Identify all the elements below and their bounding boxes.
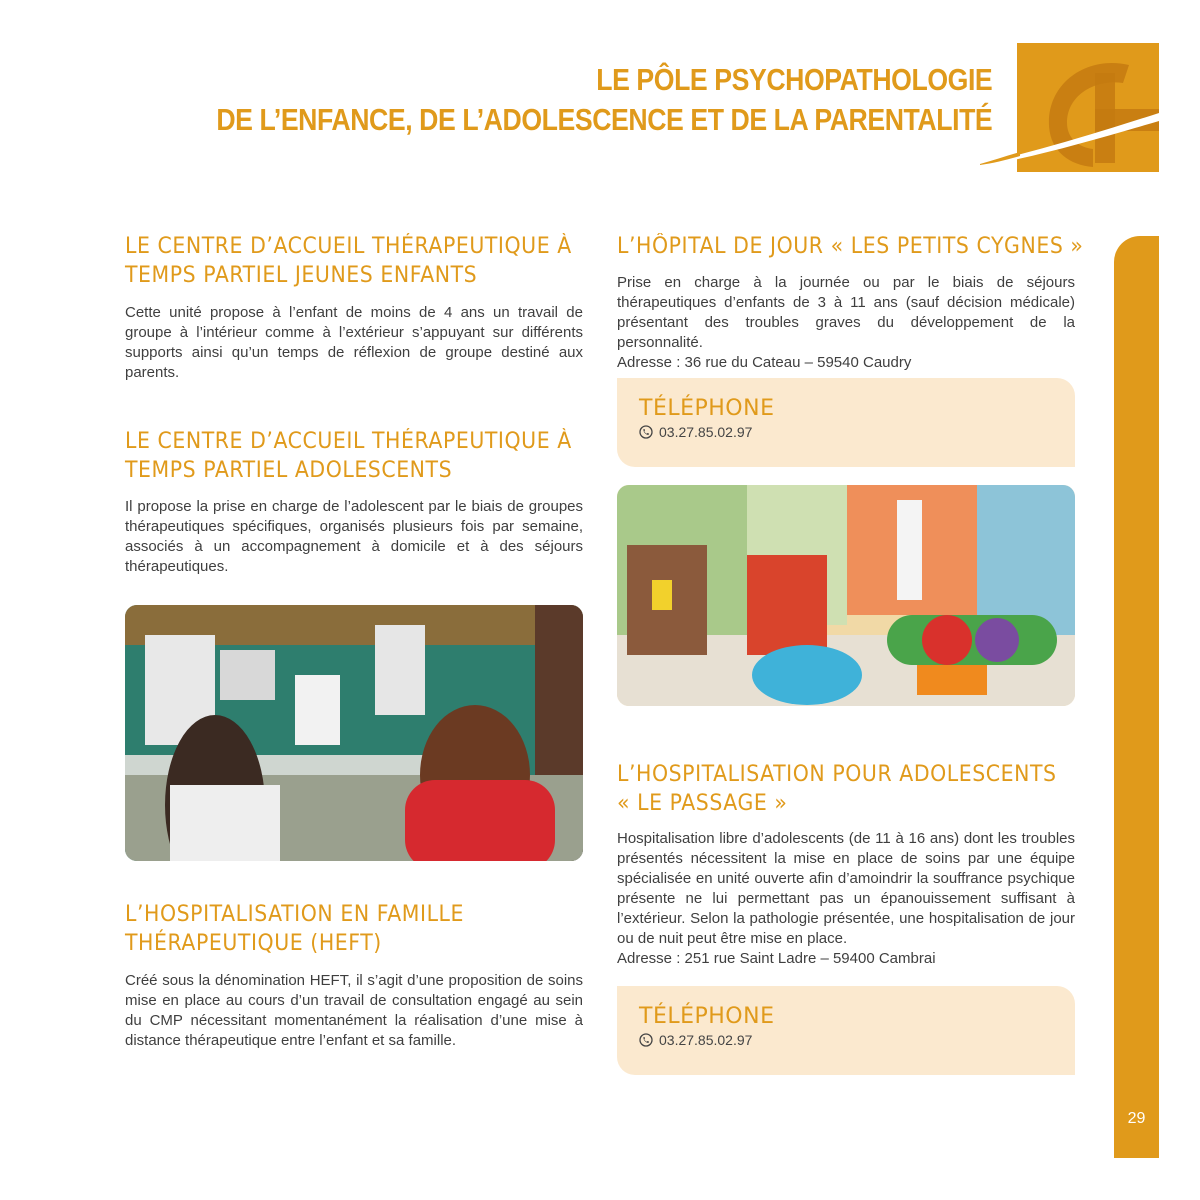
phone-label: TÉLÉPHONE (639, 1004, 775, 1029)
section-body-catt-enfants (125, 303, 583, 383)
section-title-petits-cygnes (617, 232, 1084, 261)
logo-swoosh (980, 150, 1020, 166)
title-line: L’HÔPITAL DE JOUR « LES PETITS CYGNES » (617, 234, 1084, 259)
section-body-catt-ados (125, 497, 583, 577)
phone-box-passage (617, 986, 1075, 1075)
phone-number[interactable]: 03.27.85.02.97 (659, 1032, 753, 1048)
address-text: Adresse : 251 rue Saint Ladre – 59400 Cambrai (617, 950, 936, 967)
section-body-passage (617, 829, 1075, 969)
hospital-logo (1017, 43, 1159, 172)
title-line: LE CENTRE D’ACCUEIL THÉRAPEUTIQUE À (125, 429, 572, 454)
phone-number[interactable]: 03.27.85.02.97 (659, 424, 753, 440)
section-body-heft (125, 971, 583, 1051)
photo-adolescents-group (125, 605, 583, 861)
header-title-line1: LE PÔLE PSYCHOPATHOLOGIE (595, 62, 992, 97)
body-text: Prise en charge à la journée ou par le biais de séjours thérapeutiques d’enfants de 3 à 11 ans (sauf décision médicale) présentant des troubles graves du développement de la personnalité. (617, 274, 1075, 351)
section-title-passage (617, 760, 1057, 818)
page-number: 29 (1127, 1110, 1146, 1127)
phone-icon (639, 1033, 653, 1047)
phone-icon (639, 425, 653, 439)
body-text: Il propose la prise en charge de l’adolescent par le biais de groupes thérapeutiques spécifiques, organisés plusieurs fois par semaine, associés à un accompagnement à domicile et à des séjours thérapeutiques. (125, 498, 583, 575)
title-line: L’HOSPITALISATION POUR ADOLESCENTS (617, 762, 1057, 787)
title-line: TEMPS PARTIEL ADOLESCENTS (125, 458, 453, 483)
title-line: « LE PASSAGE » (617, 791, 788, 816)
section-title-catt-ados (125, 427, 572, 485)
section-title-catt-enfants (125, 232, 572, 290)
section-body-petits-cygnes (617, 273, 1075, 373)
phone-box-petits-cygnes (617, 378, 1075, 467)
address-text: Adresse : 36 rue du Cateau – 59540 Caudry (617, 354, 912, 371)
page-header-title (216, 60, 992, 140)
photo-playroom (617, 485, 1075, 706)
body-text: Créé sous la dénomination HEFT, il s’agit d’une proposition de soins mise en place au cours d’un travail de consultation engagé au sein du CMP nécessitant momentanément la réalisation d’une mise à distance thérapeutique entre l’enfant et sa famille. (125, 972, 583, 1049)
title-line: THÉRAPEUTIQUE (HEFT) (125, 931, 382, 956)
phone-line (639, 424, 752, 440)
header-title-line2: DE L’ENFANCE, DE L’ADOLESCENCE ET DE LA PARENTALITÉ (216, 102, 992, 137)
body-text: Hospitalisation libre d’adolescents (de 11 à 16 ans) dont les troubles présentés nécessitent la mise en place de soins par une équipe spécialisée en unité ouverte afin d’amoindrir la souffrance psychique présente ne lui permettant pas un épanouissement suffisant à l’extérieur. Selon la pathologie présentée, une hospitalisation de jour ou de nuit peut être mise en place. (617, 830, 1075, 947)
title-line: LE CENTRE D’ACCUEIL THÉRAPEUTIQUE À (125, 234, 572, 259)
title-line: TEMPS PARTIEL JEUNES ENFANTS (125, 263, 478, 288)
body-text: Cette unité propose à l’enfant de moins de 4 ans un travail de groupe à l’intérieur comme à l’extérieur s’appuyant sur différents supports ainsi qu’un temps de réflexion de groupe destiné aux parents. (125, 304, 583, 381)
section-title-heft (125, 900, 464, 958)
side-accent-bar (1114, 236, 1159, 1158)
phone-label: TÉLÉPHONE (639, 396, 775, 421)
title-line: L’HOSPITALISATION EN FAMILLE (125, 902, 464, 927)
phone-line (639, 1032, 752, 1048)
